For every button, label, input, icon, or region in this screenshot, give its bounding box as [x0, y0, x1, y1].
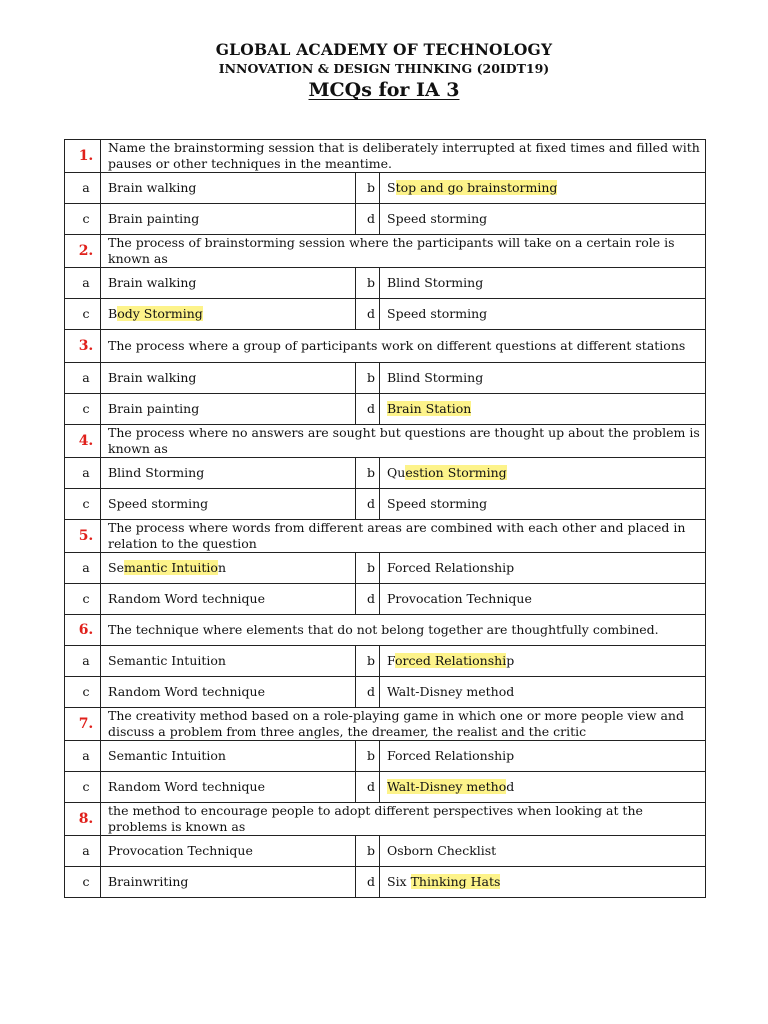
- option-letter: a: [65, 646, 101, 677]
- option-letter: a: [65, 363, 101, 394]
- mcq-table-body: [65, 140, 706, 898]
- question-number: 4.: [65, 425, 101, 458]
- option-text-part: S: [387, 180, 396, 195]
- option-text-part: Provocation Technique: [387, 591, 532, 606]
- option-text-part: Speed storming: [387, 306, 488, 321]
- question-text: the method to encourage people to adopt different perspectives when looking at the problems is known as: [101, 803, 706, 836]
- option-letter: d: [356, 677, 380, 708]
- option-text-part: Blind Storming: [387, 275, 484, 290]
- question-text: The creativity method based on a role-playing game in which one or more people view and discuss a problem from three angles, the dreamer, the realist and the critic: [101, 708, 706, 741]
- question-text: Name the brainstorming session that is deliberately interrupted at fixed times and filled with pauses or other techniques in the meantime.: [101, 140, 706, 173]
- option-text: [101, 268, 356, 299]
- option-text: [101, 394, 356, 425]
- option-letter: d: [356, 584, 380, 615]
- option-row: [65, 677, 706, 708]
- highlighted-answer: Walt-Disney metho: [387, 779, 507, 794]
- question-text: The process where no answers are sought but questions are thought up about the problem is known as: [101, 425, 706, 458]
- mcq-table: [64, 139, 706, 898]
- option-text-part: Brain walking: [108, 180, 197, 195]
- option-letter: b: [356, 553, 380, 584]
- option-text-part: Brain painting: [108, 401, 200, 416]
- question-number: 3.: [65, 330, 101, 363]
- option-letter: b: [356, 741, 380, 772]
- option-text: [101, 458, 356, 489]
- option-letter: c: [65, 867, 101, 898]
- question-row: [65, 708, 706, 741]
- option-letter: a: [65, 836, 101, 867]
- option-letter: c: [65, 204, 101, 235]
- highlighted-answer: top and go brainstorming: [395, 180, 558, 195]
- option-text-part: Provocation Technique: [108, 843, 253, 858]
- question-text: The process where words from different areas are combined with each other and placed in relation to the question: [101, 520, 706, 553]
- option-text-part: p: [506, 653, 515, 668]
- option-letter: d: [356, 867, 380, 898]
- option-text-part: Blind Storming: [387, 370, 484, 385]
- highlighted-answer: Brain Station: [387, 401, 472, 416]
- option-row: [65, 173, 706, 204]
- document-header: [0, 40, 768, 103]
- option-text: [101, 741, 356, 772]
- option-text: [380, 741, 706, 772]
- option-letter: b: [356, 173, 380, 204]
- institution-title: GLOBAL ACADEMY OF TECHNOLOGY: [215, 40, 553, 59]
- question-number: 6.: [65, 615, 101, 646]
- highlighted-answer: orced Relationshi: [395, 653, 507, 668]
- option-letter: d: [356, 772, 380, 803]
- option-text-part: Semantic Intuition: [108, 653, 226, 668]
- option-row: [65, 363, 706, 394]
- question-row: [65, 330, 706, 363]
- option-text: [101, 299, 356, 330]
- option-letter: a: [65, 173, 101, 204]
- option-text-part: Forced Relationship: [387, 560, 515, 575]
- option-text-part: d: [506, 779, 515, 794]
- question-text: The technique where elements that do not belong together are thoughtfully combined.: [101, 615, 706, 646]
- option-text: [380, 458, 706, 489]
- option-text: [380, 646, 706, 677]
- question-number: 1.: [65, 140, 101, 173]
- option-text: [101, 677, 356, 708]
- option-letter: c: [65, 489, 101, 520]
- option-text-part: Speed storming: [108, 496, 209, 511]
- option-letter: b: [356, 646, 380, 677]
- option-letter: d: [356, 394, 380, 425]
- option-text: [101, 772, 356, 803]
- option-text-part: Random Word technique: [108, 779, 266, 794]
- option-text: [380, 836, 706, 867]
- option-letter: c: [65, 394, 101, 425]
- question-row: [65, 425, 706, 458]
- option-text: [380, 299, 706, 330]
- option-letter: a: [65, 553, 101, 584]
- option-text-part: Qu: [387, 465, 406, 480]
- option-text: [380, 363, 706, 394]
- option-row: [65, 553, 706, 584]
- option-text-part: Random Word technique: [108, 684, 266, 699]
- option-text-part: Speed storming: [387, 496, 488, 511]
- option-letter: c: [65, 772, 101, 803]
- highlighted-answer: mantic Intuitio: [123, 560, 218, 575]
- highlighted-answer: ody Storming: [117, 306, 203, 321]
- option-text: [101, 489, 356, 520]
- option-text-part: Brain painting: [108, 211, 200, 226]
- highlighted-answer: Thinking Hats: [410, 874, 501, 889]
- document-heading: MCQs for IA 3: [308, 79, 460, 101]
- option-text-part: n: [217, 560, 226, 575]
- option-text: [101, 646, 356, 677]
- option-text: [101, 363, 356, 394]
- option-text: [380, 268, 706, 299]
- option-text-part: Six: [387, 874, 411, 889]
- option-row: [65, 741, 706, 772]
- option-row: [65, 772, 706, 803]
- option-text: [101, 867, 356, 898]
- option-letter: b: [356, 363, 380, 394]
- option-text-part: Brainwriting: [108, 874, 189, 889]
- option-text-part: Brain walking: [108, 370, 197, 385]
- question-number: 5.: [65, 520, 101, 553]
- question-row: [65, 803, 706, 836]
- option-text: [380, 867, 706, 898]
- option-row: [65, 867, 706, 898]
- option-letter: b: [356, 836, 380, 867]
- option-text-part: Brain walking: [108, 275, 197, 290]
- option-letter: d: [356, 489, 380, 520]
- question-number: 7.: [65, 708, 101, 741]
- option-text-part: Se: [108, 560, 124, 575]
- option-row: [65, 268, 706, 299]
- option-letter: b: [356, 268, 380, 299]
- option-text-part: Blind Storming: [108, 465, 205, 480]
- option-letter: c: [65, 584, 101, 615]
- option-text-part: F: [387, 653, 395, 668]
- option-text: [101, 204, 356, 235]
- option-text: [380, 677, 706, 708]
- option-letter: d: [356, 204, 380, 235]
- question-row: [65, 235, 706, 268]
- option-text-part: Random Word technique: [108, 591, 266, 606]
- question-text: The process where a group of participants work on different questions at different stations: [101, 330, 706, 363]
- option-letter: a: [65, 268, 101, 299]
- option-text: [101, 173, 356, 204]
- option-letter: c: [65, 299, 101, 330]
- option-text: [380, 173, 706, 204]
- option-text: [380, 584, 706, 615]
- option-text: [380, 489, 706, 520]
- option-letter: b: [356, 458, 380, 489]
- course-subtitle: INNOVATION & DESIGN THINKING (20IDT19): [218, 61, 550, 76]
- option-row: [65, 458, 706, 489]
- option-text: [380, 772, 706, 803]
- question-number: 2.: [65, 235, 101, 268]
- option-row: [65, 394, 706, 425]
- option-row: [65, 836, 706, 867]
- option-text: [101, 553, 356, 584]
- question-row: [65, 520, 706, 553]
- option-text: [380, 394, 706, 425]
- option-text-part: Osborn Checklist: [387, 843, 497, 858]
- option-row: [65, 204, 706, 235]
- question-row: [65, 140, 706, 173]
- option-row: [65, 489, 706, 520]
- option-text: [380, 553, 706, 584]
- option-text: [101, 584, 356, 615]
- option-text-part: B: [108, 306, 118, 321]
- option-text-part: Walt-Disney method: [387, 684, 515, 699]
- option-row: [65, 299, 706, 330]
- question-row: [65, 615, 706, 646]
- option-letter: c: [65, 677, 101, 708]
- option-letter: a: [65, 741, 101, 772]
- question-text: The process of brainstorming session where the participants will take on a certain role is known as: [101, 235, 706, 268]
- highlighted-answer: estion Storming: [405, 465, 507, 480]
- option-row: [65, 584, 706, 615]
- option-text-part: Forced Relationship: [387, 748, 515, 763]
- option-row: [65, 646, 706, 677]
- option-text: [101, 836, 356, 867]
- option-letter: a: [65, 458, 101, 489]
- option-letter: d: [356, 299, 380, 330]
- option-text-part: Speed storming: [387, 211, 488, 226]
- option-text-part: Semantic Intuition: [108, 748, 226, 763]
- question-number: 8.: [65, 803, 101, 836]
- option-text: [380, 204, 706, 235]
